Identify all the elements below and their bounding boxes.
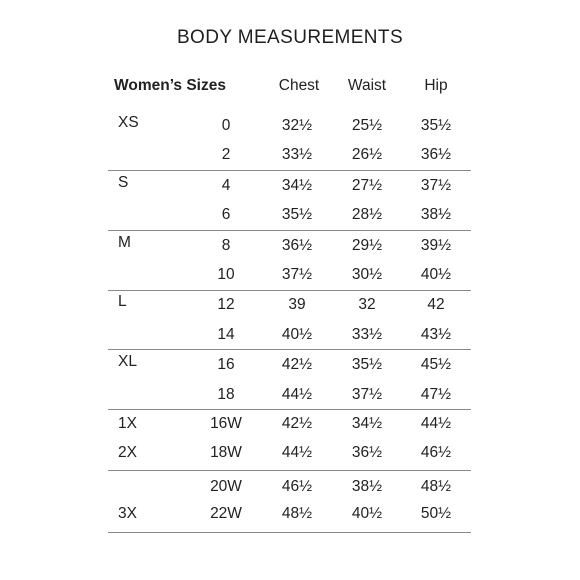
table-row [0,323,580,347]
hip-value: 40½ [420,266,452,283]
waist-value: 37½ [351,386,383,403]
hip-value: 37½ [420,177,452,194]
table-row [0,203,580,227]
size-number: 4 [221,177,231,194]
table-row [0,263,580,287]
hip-value: 46½ [420,444,452,461]
divider [108,290,471,291]
waist-value: 38½ [351,478,383,495]
waist-value: 30½ [351,266,383,283]
hip-value: 36½ [420,146,452,163]
size-number: 12 [217,296,235,313]
waist-value: 27½ [351,177,383,194]
table-row [0,293,580,317]
size-label: 2X [118,444,137,461]
size-number: 10 [217,266,235,283]
table-row [0,353,580,377]
waist-value: 29½ [351,237,383,254]
chest-value: 34½ [281,177,313,194]
hip-value: 38½ [420,206,452,223]
hip-value: 47½ [420,386,452,403]
chest-value: 37½ [281,266,313,283]
waist-value: 26½ [351,146,383,163]
table-row [0,174,580,198]
hip-value: 43½ [420,326,452,343]
chest-value: 44½ [281,444,313,461]
waist-value: 28½ [351,206,383,223]
table-row [0,143,580,167]
table-row [0,114,580,138]
divider [108,470,471,471]
divider [108,170,471,171]
size-label: XL [118,353,137,370]
table-row [0,505,580,529]
size-label: S [118,174,129,191]
size-number: 16W [210,415,242,432]
chest-value: 33½ [281,146,313,163]
chest-value: 36½ [281,237,313,254]
size-number: 6 [221,206,231,223]
waist-value: 32 [358,296,376,313]
size-number: 18 [217,386,235,403]
waist-value: 35½ [351,356,383,373]
chest-value: 44½ [281,386,313,403]
divider [108,532,471,533]
table-row [0,383,580,407]
chest-value: 35½ [281,206,313,223]
waist-value: 25½ [351,117,383,134]
waist-value: 40½ [351,505,383,522]
page-title: BODY MEASUREMENTS [176,27,404,48]
divider [108,349,471,350]
chest-value: 46½ [281,478,313,495]
chest-value: 40½ [281,326,313,343]
size-number: 22W [210,505,242,522]
table-row [0,444,580,468]
size-number: 20W [210,478,242,495]
table-row [0,415,580,439]
size-number: 0 [221,117,231,134]
size-label: L [118,293,127,310]
header-waist: Waist [347,77,387,94]
size-label: 1X [118,415,137,432]
header-hip: Hip [424,77,448,94]
size-number: 18W [210,444,242,461]
waist-value: 33½ [351,326,383,343]
size-number: 8 [221,237,231,254]
chest-value: 42½ [281,415,313,432]
hip-value: 35½ [420,117,452,134]
divider [108,409,471,410]
header-womens-sizes: Women’s Sizes [114,77,226,94]
header-chest: Chest [278,77,320,94]
table-row [0,478,580,502]
chest-value: 32½ [281,117,313,134]
hip-value: 42 [427,296,445,313]
size-label: M [118,234,131,251]
waist-value: 34½ [351,415,383,432]
waist-value: 36½ [351,444,383,461]
divider [108,230,471,231]
size-label: XS [118,114,139,131]
hip-value: 39½ [420,237,452,254]
hip-value: 45½ [420,356,452,373]
hip-value: 48½ [420,478,452,495]
size-label: 3X [118,505,137,522]
hip-value: 50½ [420,505,452,522]
chest-value: 42½ [281,356,313,373]
hip-value: 44½ [420,415,452,432]
chest-value: 39 [288,296,306,313]
size-number: 16 [217,356,235,373]
size-number: 14 [217,326,235,343]
table-row [0,234,580,258]
chest-value: 48½ [281,505,313,522]
size-number: 2 [221,146,231,163]
